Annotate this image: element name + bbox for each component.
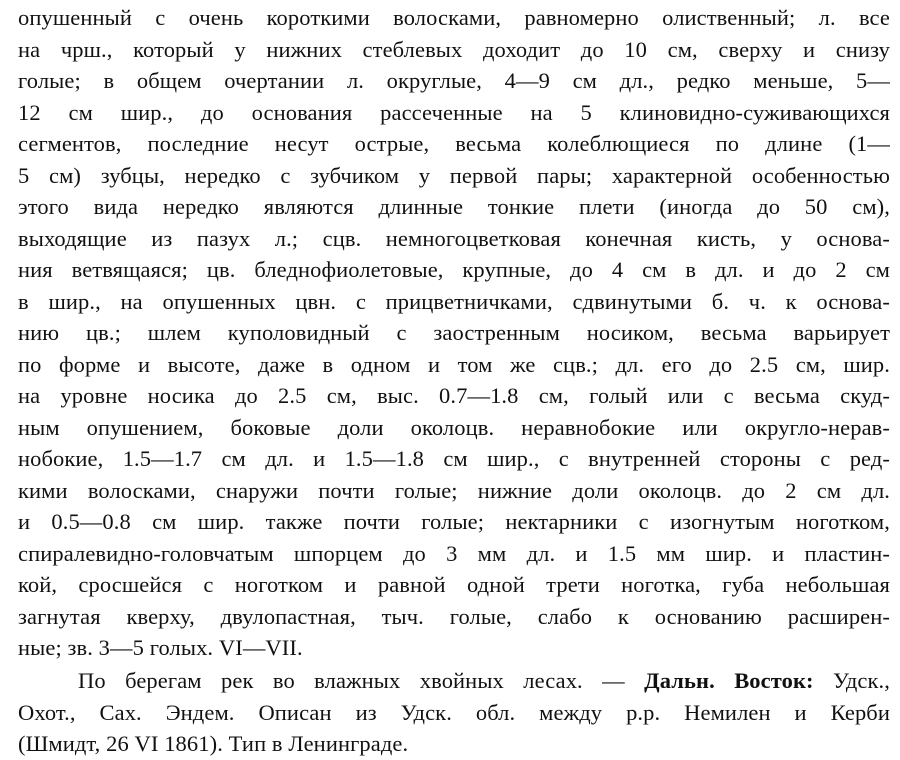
habitat-text: По берегам рек во влажных хвойных лесах. — — [78, 668, 645, 693]
text-line: по форме и высоте, даже в одном и том же сцв.; дл. его до 2.5 см, шир. — [18, 351, 890, 377]
text-line: этого вида нередко являются длинные тонкие плети (иногда до 50 см), — [18, 194, 890, 219]
text-line: на уровне носика до 2.5 см, выс. 0.7—1.8 см, голый или с весьма скуд- — [18, 383, 890, 408]
habitat-line: Охот., Сах. Эндем. Описан из Удск. обл. между р.р. Немилен и Керби — [18, 699, 890, 725]
text-line: нию цв.; шлем куполовидный с заостренным носиком, весьма варьирует — [18, 320, 890, 345]
document-page — [18, 2, 890, 756]
text-line: в шир., на опушенных цвн. с прицветничками, сдвинутыми б. ч. к основа- — [18, 288, 890, 314]
text-line: голые; в общем очертании л. округлые, 4—9 см дл., редко меньше, 5— — [18, 68, 890, 93]
text-line: выходящие из пазух л.; сцв. немногоцветковая конечная кисть, у основа- — [18, 225, 890, 251]
text-line: сегментов, последние несут острые, весьма колеблющиеся по длине (1— — [18, 131, 890, 156]
text-line: ным опушением, боковые доли околоцв. неравнобокие или округло-нерав- — [18, 414, 890, 440]
text-line: и 0.5—0.8 см шир. также почти голые; нектарники с изогнутым ноготком, — [18, 509, 890, 534]
text-line: нобокие, 1.5—1.7 см дл. и 1.5—1.8 см шир., с внутренней стороны с ред- — [18, 446, 890, 471]
text-line: ния ветвящаяся; цв. бледнофиолетовые, крупные, до 4 см в дл. и до 2 см — [18, 257, 890, 282]
habitat-line: (Шмидт, 26 VI 1861). Тип в Ленинграде. — [18, 731, 409, 756]
text-line: загнутая кверху, двулопастная, тыч. голые, слабо к основанию расширен- — [18, 603, 890, 629]
text-line: 5 см) зубцы, нередко с зубчиком у первой пары; характерной особенностью — [18, 162, 890, 188]
region-label: Дальн. Восток: — [644, 668, 814, 693]
text-line: ные; зв. 3—5 голых. VI—VII. — [18, 635, 303, 660]
habitat-line — [18, 665, 890, 697]
text-line: опушенный с очень короткими волосками, равномерно олиственный; л. все — [18, 5, 890, 30]
text-line: 12 см шир., до основания рассеченные на 5 клиновидно-суживающихся — [18, 99, 890, 125]
habitat-text: Удск., — [813, 668, 890, 693]
text-line: на чрш., который у нижних стеблевых доходит до 10 см, сверху и снизу — [18, 36, 890, 62]
text-line: спиралевидно-головчатым шпорцем до 3 мм дл. и 1.5 мм шир. и пластин- — [18, 540, 890, 566]
text-line: кой, сросшейся с ноготком и равной одной трети ноготка, губа небольшая — [18, 572, 890, 597]
text-line: кими волосками, снаружи почти голые; нижние доли околоцв. до 2 см дл. — [18, 477, 890, 503]
